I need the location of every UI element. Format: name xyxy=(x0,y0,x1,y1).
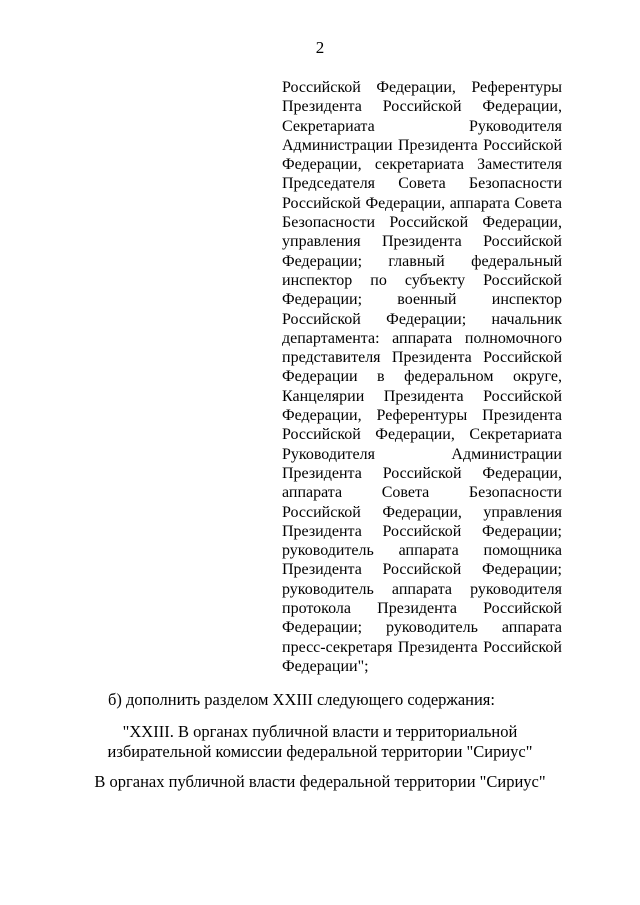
text-line: Президента Российской Федерации, xyxy=(282,464,562,482)
text-line: Безопасности Российской Федерации, xyxy=(282,214,562,232)
text-line: департамента: аппарата полномочного xyxy=(282,329,562,347)
text-line: Российской Федерации; начальник xyxy=(282,310,562,328)
text-line: руководитель аппарата руководителя xyxy=(282,580,562,598)
text-line: представителя Президента Российской xyxy=(282,349,562,367)
text-line: Администрации Президента Российской xyxy=(282,136,562,154)
text-line: управления Президента Российской xyxy=(282,233,562,251)
text-line: Федерации в федеральном округе, xyxy=(282,368,562,386)
text-line: протокола Президента Российской xyxy=(282,600,562,618)
text-line: Российской Федерации, Секретариата xyxy=(282,426,562,444)
section-subheading: В органах публичной власти федеральной территории "Сириус" xyxy=(94,772,546,791)
text-line: Российской Федерации, Референтуры xyxy=(282,79,562,96)
text-line: Федерации; главный федеральный xyxy=(282,252,562,270)
text-line: Президента Российской Федерации; xyxy=(282,561,562,579)
section-xxiii-title xyxy=(60,722,580,762)
section-title-line: избирательной комиссии федеральной территории "Сириус" xyxy=(107,742,533,761)
text-line: Российской Федерации, аппарата Совета xyxy=(282,194,562,212)
text-line: Председателя Совета Безопасности xyxy=(282,175,562,193)
text-line: Руководителя Администрации xyxy=(282,445,562,463)
page-number: 2 xyxy=(315,38,325,57)
text-line: аппарата Совета Безопасности xyxy=(282,484,562,502)
text-line: Федерации; военный инспектор xyxy=(282,291,562,309)
text-line: Российской Федерации, управления xyxy=(282,503,562,521)
text-line: пресс-секретаря Президента Российской xyxy=(282,638,562,656)
text-line: Канцелярии Президента Российской xyxy=(282,387,562,405)
positions-list-continuation xyxy=(282,78,562,676)
text-line: инспектор по субъекту Российской xyxy=(282,271,562,289)
text-line: Федерации, секретариата Заместителя xyxy=(282,156,562,174)
text-line: Федерации; руководитель аппарата xyxy=(282,619,562,637)
section-title-line: "XXIII. В органах публичной власти и территориальной xyxy=(122,722,518,741)
text-line: руководитель аппарата помощника xyxy=(282,542,562,560)
text-line: Федерации"; xyxy=(282,657,369,675)
text-line: Федерации, Референтуры Президента xyxy=(282,407,562,425)
text-line: Президента Российской Федерации; xyxy=(282,522,562,540)
text-line: Президента Российской Федерации, xyxy=(282,98,562,116)
text-line: Секретариата Руководителя xyxy=(282,117,562,135)
item-b-paragraph: б) дополнить разделом XXIII следующего содержания: xyxy=(108,690,495,709)
